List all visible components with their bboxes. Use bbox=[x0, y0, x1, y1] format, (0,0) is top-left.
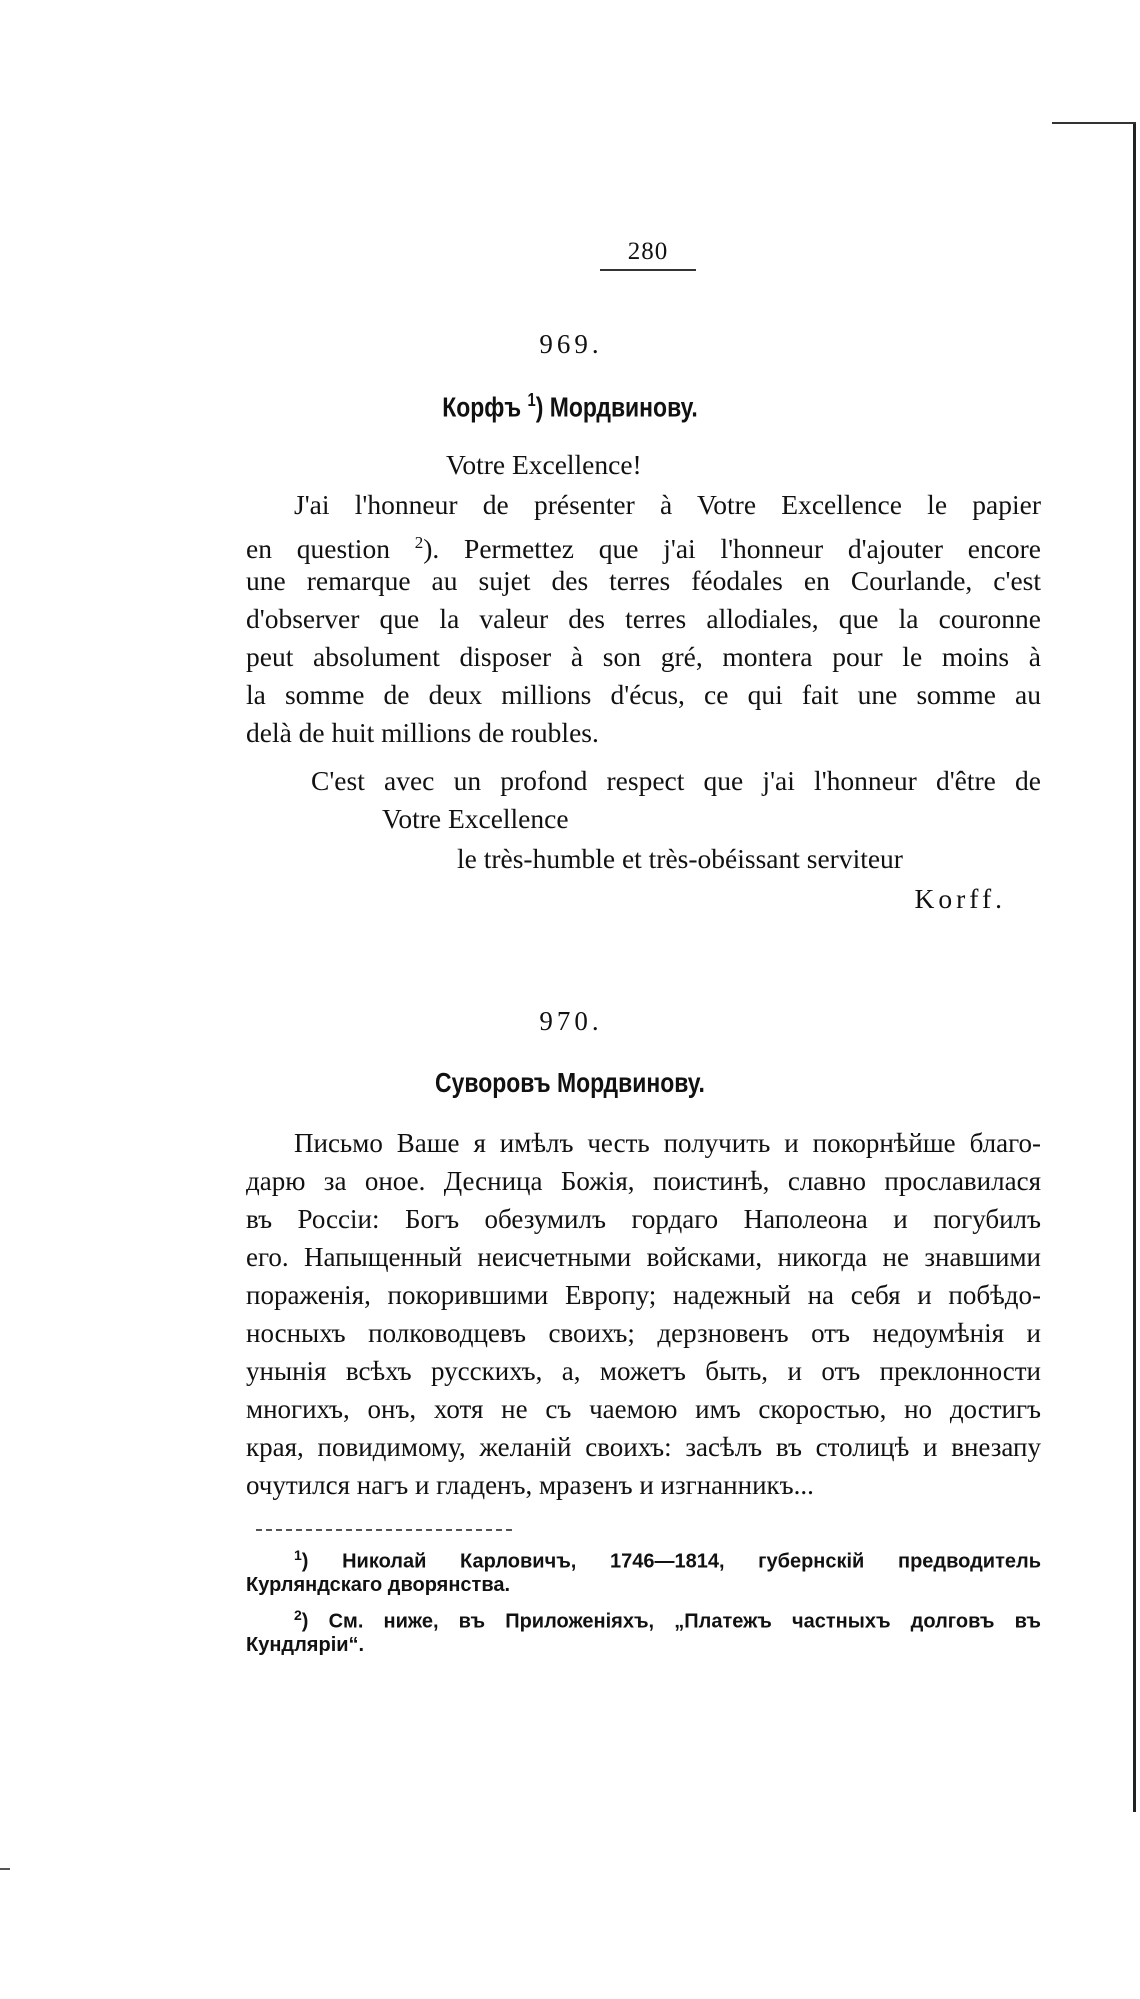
footnote-1-mark: 1 bbox=[294, 1547, 302, 1563]
letter-970-line-8: многихъ, онъ, хотя не съ чаемою имъ скоростью, но достигъ bbox=[246, 1394, 1041, 1424]
closing-line-1: C'est avec un profond respect que j'ai l'honneur d'être de bbox=[311, 765, 1041, 796]
letter-969-line-7: delà de huit millions de roubles. bbox=[246, 717, 599, 748]
letter-970-line-9: края, повидимому, желаній своихъ: засѣлъ въ столицѣ и внезапу bbox=[246, 1432, 1041, 1462]
footnote-1-continuation: Курляндскаго дворянства. bbox=[246, 1574, 511, 1596]
letter-970-line-2: дарю за оное. Десница Божія, поистинѣ, славно прославилася bbox=[246, 1166, 1041, 1196]
line-2-rest: ). Permettez que j'ai l'honneur d'ajouter encore bbox=[423, 533, 1042, 565]
footnote-2-mark: 2 bbox=[294, 1607, 302, 1623]
heading-text: Корфъ bbox=[442, 391, 522, 423]
closing-line-3: le très-humble et très-obéissant serviteur bbox=[457, 843, 903, 874]
page-number: 280 bbox=[600, 238, 696, 271]
entry-number-969: 969. bbox=[539, 329, 603, 359]
letter-969-line-4: d'observer que la valeur des terres allodiales, que la couronne bbox=[246, 603, 1041, 634]
letter-970-line-1: Письмо Ваше я имѣлъ честь получить и покорнѣйше благо- bbox=[294, 1128, 1041, 1158]
closing-line-2: Votre Excellence bbox=[382, 803, 569, 834]
letter-970-line-6: носныхъ полководцевъ своихъ; дерзновенъ отъ недоумѣнія и bbox=[246, 1318, 1041, 1348]
letter-970-line-3: въ Россіи: Богъ обезумилъ гордаго Наполеона и погубилъ bbox=[246, 1204, 1041, 1234]
signature: Korff. bbox=[914, 883, 1006, 914]
line-2-prefix: en bbox=[246, 533, 272, 565]
heading-after: ) Мордвинову. bbox=[535, 391, 698, 423]
footnote-separator bbox=[256, 1529, 512, 1531]
line-2-word: question bbox=[296, 533, 390, 565]
letter-969-line-6: la somme de deux millions d'écus, ce qui fait une somme au bbox=[246, 679, 1041, 710]
footnote-ref-1: 1 bbox=[527, 390, 536, 410]
letter-969-line-5: peut absolument disposer à son gré, montera pour le moins à bbox=[246, 641, 1041, 672]
entry-heading-969 bbox=[103, 390, 1038, 423]
footnote-ref-2: 2 bbox=[414, 533, 424, 552]
letter-970-line-5: пораженія, покорившими Европу; надежный на себя и побѣдо- bbox=[246, 1280, 1041, 1310]
letter-970-line-7: унынія всѣхъ русскихъ, а, можетъ быть, и отъ преклонности bbox=[246, 1356, 1041, 1386]
letter-970-line-10: очутился нагъ и гладенъ, мразенъ и изгнанникъ... bbox=[246, 1470, 814, 1500]
footnote-2-continuation: Кундляріи“. bbox=[246, 1634, 365, 1656]
footnote-1-text: ) Николай Карловичъ, 1746—1814, губернскій предводитель bbox=[301, 1550, 1041, 1573]
page-edge-rule bbox=[1133, 122, 1136, 1812]
margin-mark bbox=[0, 1868, 10, 1870]
salutation: Votre Excellence! bbox=[446, 449, 642, 480]
entry-number-970: 970. bbox=[539, 1006, 603, 1036]
entry-heading-970: Суворовъ Мордвинову. bbox=[435, 1067, 705, 1098]
letter-969-line-3: une remarque au sujet des terres féodales en Courlande, c'est bbox=[246, 565, 1041, 596]
page-edge-rule-top bbox=[1052, 122, 1136, 124]
letter-969-line-1: J'ai l'honneur de présenter à Votre Excellence le papier bbox=[294, 489, 1041, 520]
footnote-2-text: ) См. ниже, въ Приложеніяхъ, „Платежъ частныхъ долговъ въ bbox=[301, 1610, 1041, 1633]
letter-970-line-4: его. Напыщенный неисчетными войсками, никогда не знавшими bbox=[246, 1242, 1041, 1272]
